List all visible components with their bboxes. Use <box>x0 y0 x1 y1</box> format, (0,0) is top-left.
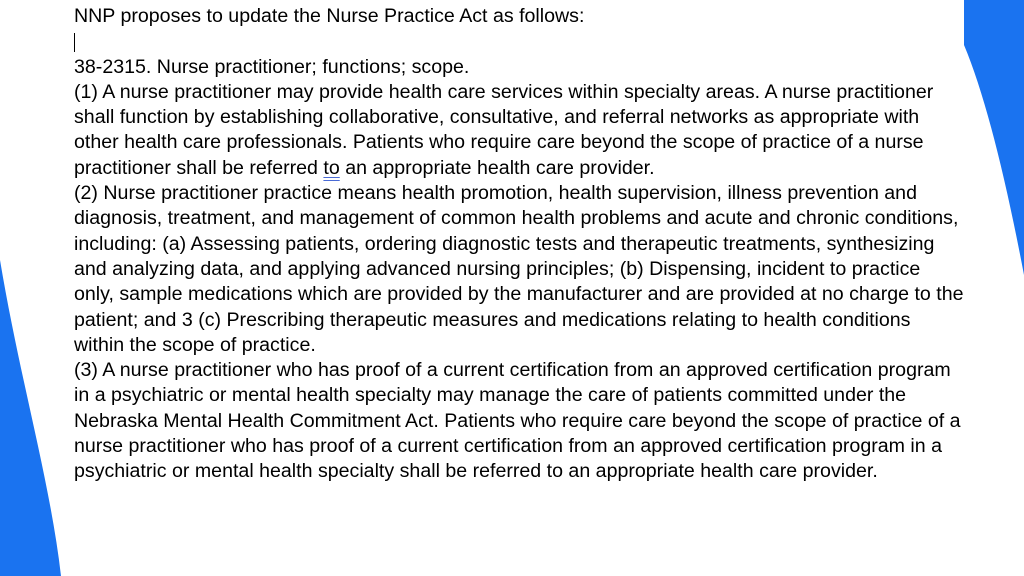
intro-line: NNP proposes to update the Nurse Practice Act as follows: <box>74 5 585 27</box>
paragraph-1 <box>74 80 964 181</box>
text-cursor <box>74 33 75 52</box>
paragraph-1-text-end: an appropriate health care provider. <box>339 156 655 179</box>
blue-right-arc <box>964 0 1024 275</box>
blue-left-arc <box>0 260 61 576</box>
empty-line-with-cursor[interactable] <box>74 29 964 54</box>
grammar-flagged-word[interactable]: to <box>323 156 340 179</box>
section-heading: 38-2315. Nurse practitioner; functions; scope. <box>74 55 470 78</box>
paragraph-1-text: (1) A nurse practitioner may provide health care services within specialty areas. A nurse practitioner shall function by establishing collaborative, consultative, and referral networks as appropriate with other health care professionals. Patients who require care beyond the scope of practice of a nurse practitioner shall be referred <box>74 80 934 179</box>
document-text-box[interactable] <box>61 0 964 576</box>
paragraph-3: (3) A nurse practitioner who has proof of a current certification from an approved certification program in a psychiatric or mental health specialty may manage the care of patients committed under the Nebraska Mental Health Commitment Act. Patients who require care beyond the scope of practice of a nurse practitioner who has proof of a current certification from an approved certification program in a psychiatric or mental health specialty shall be referred to an appropriate health care provider. <box>74 359 961 483</box>
paragraph-2: (2) Nurse practitioner practice means health promotion, health supervision, illness prevention and diagnosis, treatment, and management of common health problems and acute and chronic conditions, including: (a) Assessing patients, ordering diagnostic tests and therapeutic treatments, synthesizing and analyzing data, and applying advanced nursing principles; (b) Dispensing, incident to practice only, sample medications which are provided by the manufacturer and are provided at no charge to the patient; and 3 (c) Prescribing therapeutic measures and medications relating to health conditions within the scope of practice. <box>74 182 964 356</box>
